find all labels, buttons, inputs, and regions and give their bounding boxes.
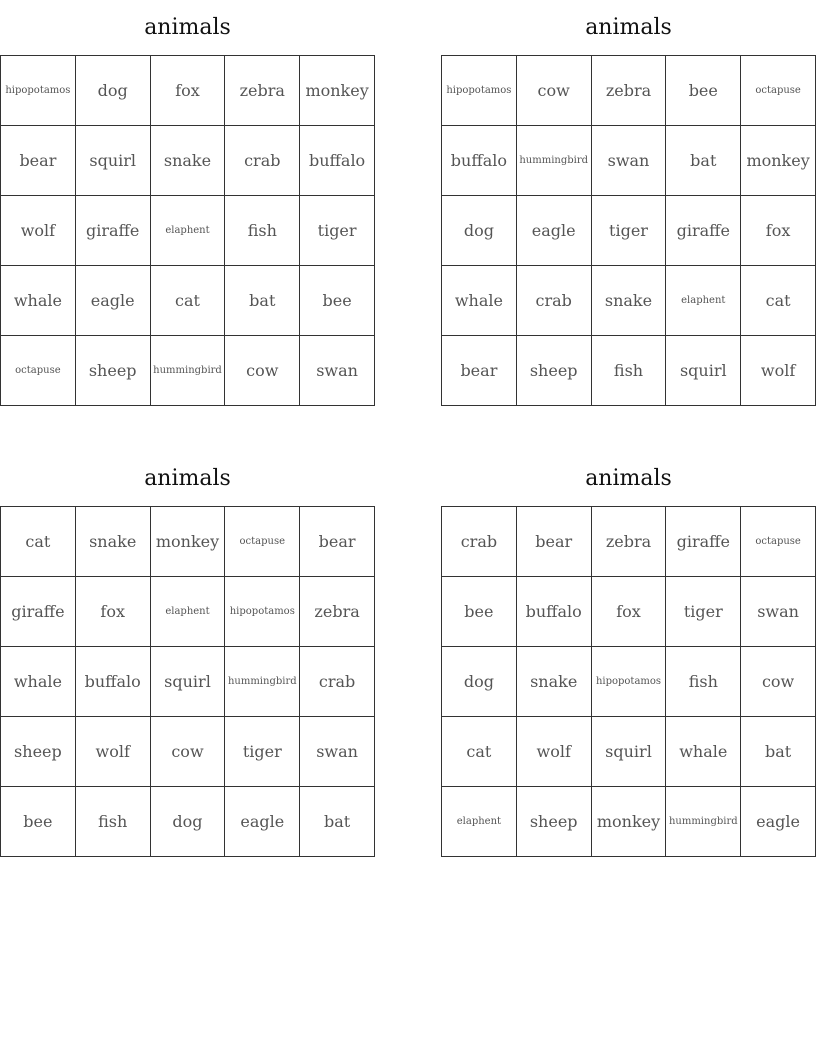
- grid-cell: bee: [442, 577, 517, 647]
- bingo-card-4: [441, 451, 816, 857]
- grid-cell: buffalo: [517, 577, 592, 647]
- grid-cell: tiger: [225, 717, 300, 787]
- grid-cell: elaphent: [666, 266, 741, 336]
- grid-cell: snake: [76, 507, 151, 577]
- bingo-grid: [441, 506, 816, 857]
- grid-cell: dog: [442, 196, 517, 266]
- grid-cell: hummingbird: [517, 126, 592, 196]
- grid-cell: snake: [592, 266, 667, 336]
- grid-cell: tiger: [592, 196, 667, 266]
- grid-cell: wolf: [741, 336, 816, 406]
- grid-cell: fox: [76, 577, 151, 647]
- grid-cell: octapuse: [1, 336, 76, 406]
- grid-cell: fish: [225, 196, 300, 266]
- grid-cell: bear: [517, 507, 592, 577]
- card-title: animals: [585, 466, 672, 491]
- grid-cell: squirl: [76, 126, 151, 196]
- grid-cell: eagle: [76, 266, 151, 336]
- grid-cell: octapuse: [741, 56, 816, 126]
- grid-cell: swan: [741, 577, 816, 647]
- grid-cell: zebra: [300, 577, 375, 647]
- grid-cell: sheep: [517, 336, 592, 406]
- grid-cell: dog: [151, 787, 226, 857]
- grid-cell: bat: [300, 787, 375, 857]
- grid-cell: sheep: [76, 336, 151, 406]
- grid-cell: cat: [741, 266, 816, 336]
- grid-cell: zebra: [592, 507, 667, 577]
- grid-cell: eagle: [517, 196, 592, 266]
- grid-cell: whale: [1, 647, 76, 717]
- card-title: animals: [585, 15, 672, 40]
- grid-cell: bee: [666, 56, 741, 126]
- grid-cell: hipopotamos: [592, 647, 667, 717]
- grid-cell: crab: [225, 126, 300, 196]
- grid-cell: cow: [741, 647, 816, 717]
- grid-cell: swan: [592, 126, 667, 196]
- grid-cell: sheep: [1, 717, 76, 787]
- grid-cell: cow: [151, 717, 226, 787]
- grid-cell: hipopotamos: [225, 577, 300, 647]
- grid-cell: octapuse: [741, 507, 816, 577]
- grid-cell: hummingbird: [666, 787, 741, 857]
- grid-cell: wolf: [1, 196, 76, 266]
- grid-cell: dog: [442, 647, 517, 717]
- grid-cell: swan: [300, 336, 375, 406]
- grid-cell: tiger: [666, 577, 741, 647]
- grid-cell: cow: [225, 336, 300, 406]
- grid-cell: crab: [517, 266, 592, 336]
- grid-cell: giraffe: [666, 196, 741, 266]
- grid-cell: whale: [666, 717, 741, 787]
- card-title: animals: [144, 15, 231, 40]
- grid-cell: cat: [1, 507, 76, 577]
- grid-cell: bee: [300, 266, 375, 336]
- grid-cell: eagle: [225, 787, 300, 857]
- grid-cell: buffalo: [76, 647, 151, 717]
- grid-cell: squirl: [151, 647, 226, 717]
- bingo-grid: [441, 55, 816, 406]
- grid-cell: giraffe: [76, 196, 151, 266]
- grid-cell: monkey: [741, 126, 816, 196]
- grid-cell: octapuse: [225, 507, 300, 577]
- grid-cell: fox: [741, 196, 816, 266]
- bingo-card-3: [0, 451, 375, 857]
- grid-cell: whale: [1, 266, 76, 336]
- grid-cell: bat: [225, 266, 300, 336]
- grid-cell: zebra: [592, 56, 667, 126]
- grid-cell: squirl: [592, 717, 667, 787]
- grid-cell: bee: [1, 787, 76, 857]
- grid-cell: bat: [741, 717, 816, 787]
- grid-cell: hipopotamos: [442, 56, 517, 126]
- bingo-grid: [0, 55, 375, 406]
- grid-cell: hipopotamos: [1, 56, 76, 126]
- grid-cell: sheep: [517, 787, 592, 857]
- card-title: animals: [144, 466, 231, 491]
- grid-cell: cat: [442, 717, 517, 787]
- grid-cell: bear: [1, 126, 76, 196]
- grid-cell: cat: [151, 266, 226, 336]
- grid-cell: giraffe: [1, 577, 76, 647]
- grid-cell: fox: [151, 56, 226, 126]
- grid-cell: bat: [666, 126, 741, 196]
- grid-cell: wolf: [517, 717, 592, 787]
- grid-cell: dog: [76, 56, 151, 126]
- grid-cell: zebra: [225, 56, 300, 126]
- grid-cell: cow: [517, 56, 592, 126]
- bingo-card-2: [441, 0, 816, 406]
- grid-cell: elaphent: [151, 577, 226, 647]
- grid-cell: monkey: [151, 507, 226, 577]
- grid-cell: eagle: [741, 787, 816, 857]
- grid-cell: snake: [517, 647, 592, 717]
- grid-cell: bear: [300, 507, 375, 577]
- grid-cell: elaphent: [151, 196, 226, 266]
- grid-cell: bear: [442, 336, 517, 406]
- grid-cell: whale: [442, 266, 517, 336]
- grid-cell: squirl: [666, 336, 741, 406]
- grid-cell: wolf: [76, 717, 151, 787]
- bingo-grid: [0, 506, 375, 857]
- grid-cell: fox: [592, 577, 667, 647]
- grid-cell: giraffe: [666, 507, 741, 577]
- grid-cell: tiger: [300, 196, 375, 266]
- grid-cell: crab: [442, 507, 517, 577]
- grid-cell: snake: [151, 126, 226, 196]
- grid-cell: buffalo: [442, 126, 517, 196]
- grid-cell: fish: [76, 787, 151, 857]
- grid-cell: fish: [666, 647, 741, 717]
- grid-cell: hummingbird: [225, 647, 300, 717]
- grid-cell: buffalo: [300, 126, 375, 196]
- bingo-card-1: [0, 0, 375, 406]
- grid-cell: fish: [592, 336, 667, 406]
- grid-cell: monkey: [592, 787, 667, 857]
- grid-cell: swan: [300, 717, 375, 787]
- grid-cell: hummingbird: [151, 336, 226, 406]
- grid-cell: crab: [300, 647, 375, 717]
- grid-cell: monkey: [300, 56, 375, 126]
- grid-cell: elaphent: [442, 787, 517, 857]
